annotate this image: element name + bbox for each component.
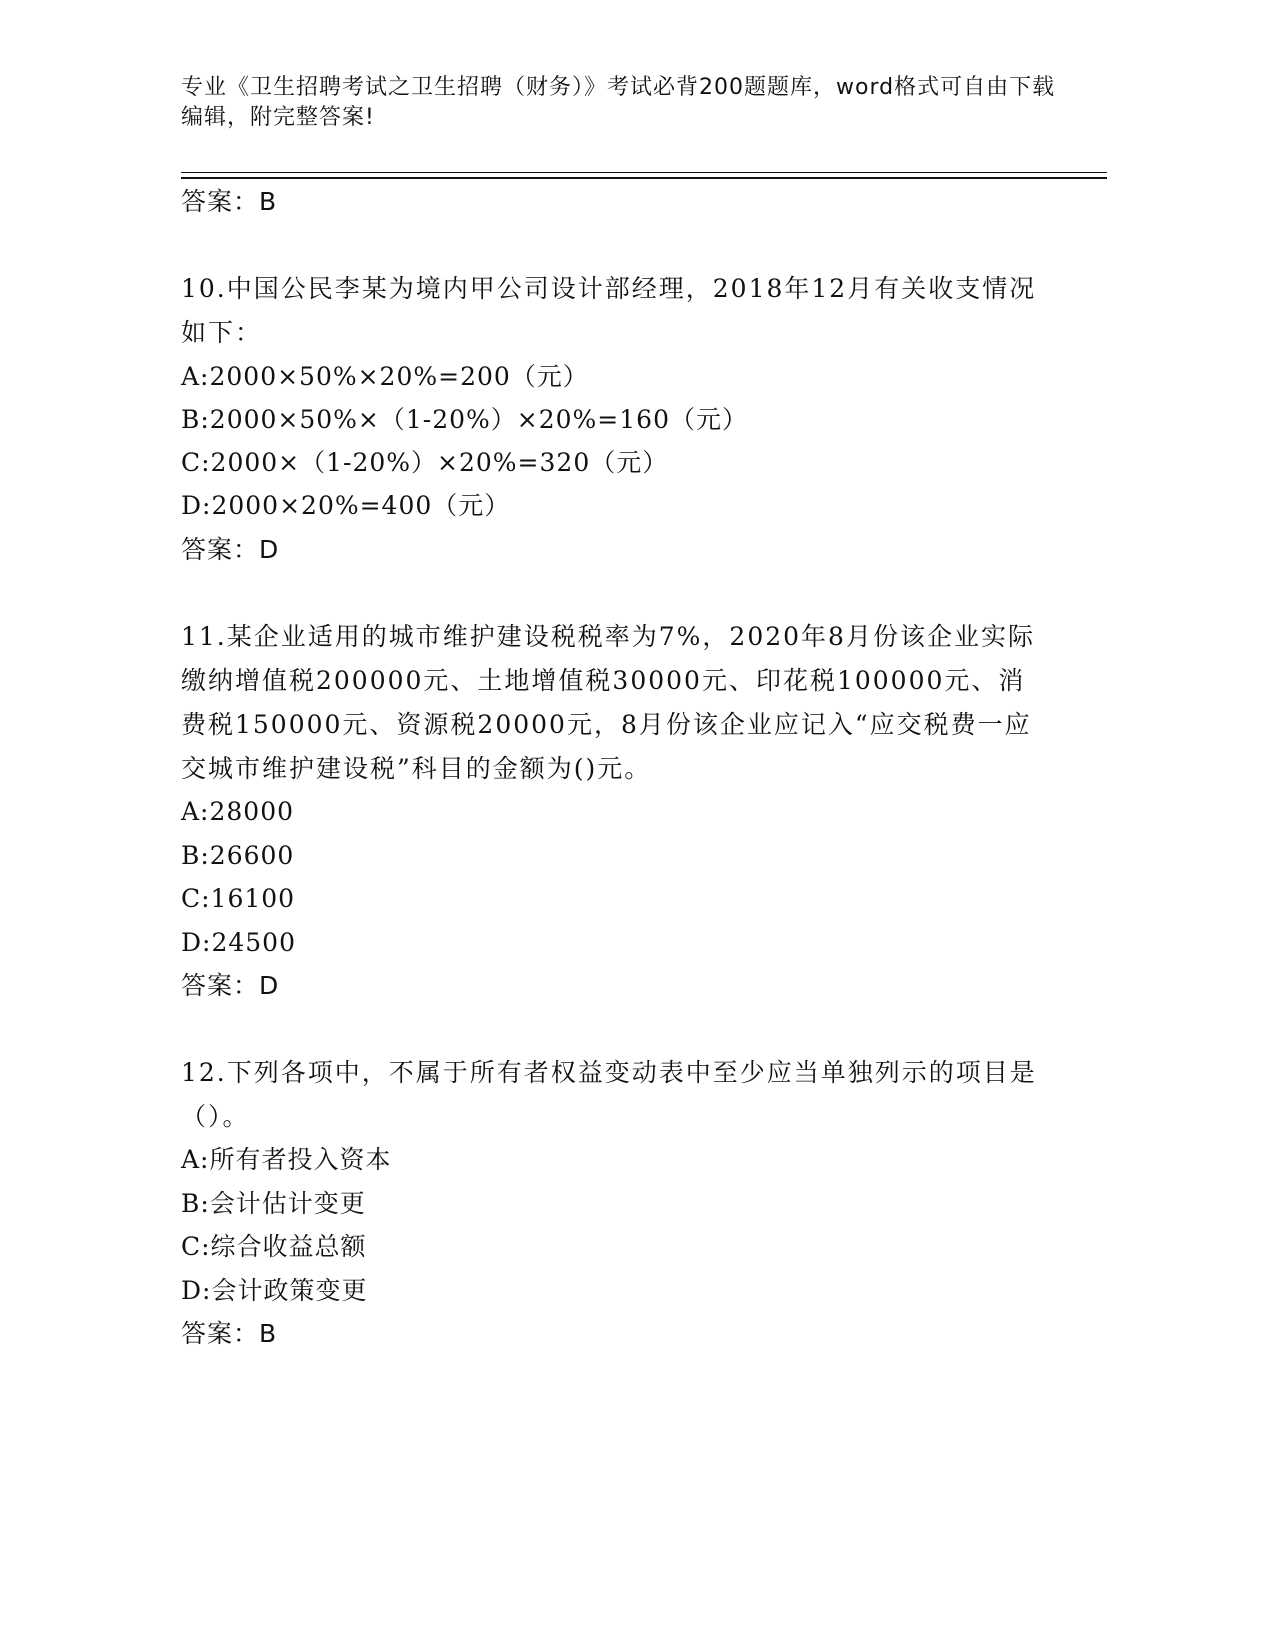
question-11-option-a: A:28000	[181, 797, 295, 826]
question-11-text: 11.某企业适用的城市维护建设税税率为7%，2020年8月份该企业实际缴纳增值税200000元、土地增值税30000元、印花税100000元、消费税150000元、资源税20000元，8月份该企业应记入“应交税费一应交城市维护建设税”科目的金额为()元。	[181, 622, 1035, 783]
question-10-answer: 答案：D	[181, 535, 280, 564]
question-11-option-b: B:26600	[181, 841, 295, 870]
question-11-answer: 答案：D	[181, 971, 280, 1000]
question-12-option-b: B:会计估计变更	[181, 1189, 366, 1218]
previous-answer: 答案：B	[181, 187, 278, 216]
question-11-option-d: D:24500	[181, 928, 296, 957]
question-12-option-c: C:综合收益总额	[181, 1232, 367, 1261]
question-12-option-d: D:会计政策变更	[181, 1276, 368, 1305]
question-10-option-b: B:2000×50%×（1-20%）×20%=160（元）	[181, 405, 748, 434]
question-10-option-c: C:2000×（1-20%）×20%=320（元）	[181, 448, 669, 477]
question-12-option-a: A:所有者投入资本	[181, 1145, 392, 1174]
question-12-text: 12.下列各项中，不属于所有者权益变动表中至少应当单独列示的项目是（）。	[181, 1058, 1037, 1131]
question-11-option-c: C:16100	[181, 884, 296, 913]
question-12-answer: 答案：B	[181, 1319, 278, 1348]
question-10-option-d: D:2000×20%=400（元）	[181, 491, 511, 520]
question-10-text: 10.中国公民李某为境内甲公司设计部经理，2018年12月有关收支情况如下：	[181, 274, 1037, 347]
question-10-option-a: A:2000×50%×20%=200（元）	[181, 362, 589, 391]
header-divider-thick	[181, 177, 1107, 179]
header-divider-thin	[181, 172, 1107, 173]
document-header: 专业《卫生招聘考试之卫生招聘（财务）》考试必背200题题库，word格式可自由下载编辑，附完整答案!	[181, 75, 1056, 130]
